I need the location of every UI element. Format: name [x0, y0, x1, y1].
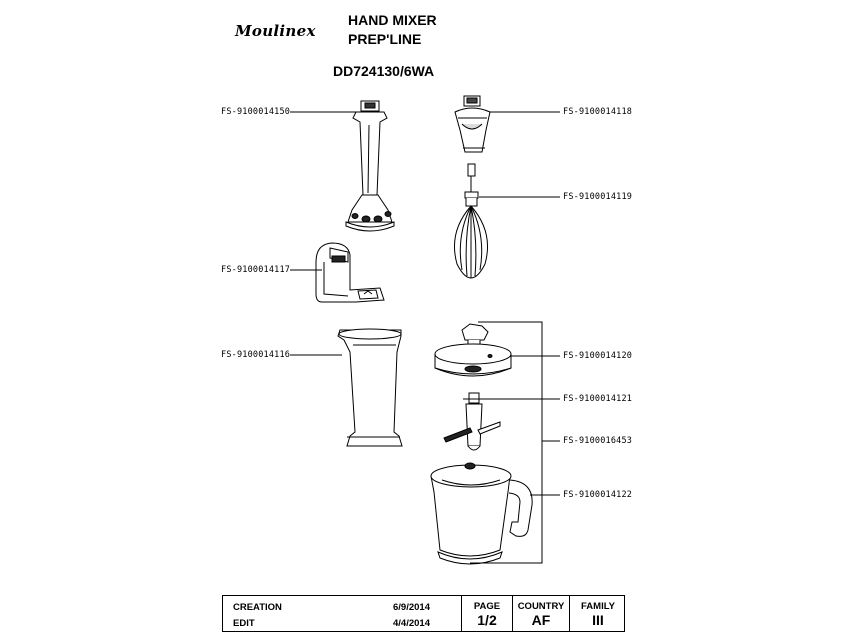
family-cell: [569, 596, 626, 631]
whisk-adapter-drawing[interactable]: [455, 96, 490, 152]
edit-date: 4/4/2014: [393, 618, 430, 629]
blender-foot-drawing[interactable]: [346, 101, 394, 231]
page-label: PAGE: [473, 601, 501, 612]
product-title: HAND MIXER: [348, 12, 437, 28]
part-ref-beaker: FS-9100014116: [221, 350, 291, 360]
page-value: 1/2: [477, 612, 497, 628]
creation-label: CREATION: [233, 602, 282, 613]
chopper-bowl-drawing[interactable]: [431, 463, 532, 564]
country-label: COUNTRY: [517, 601, 565, 612]
part-ref-chopper-bowl: FS-9100014122: [563, 490, 633, 500]
whisk-drawing[interactable]: [454, 164, 487, 278]
chopper-lid-drawing[interactable]: [435, 324, 511, 376]
country-cell: [512, 596, 569, 631]
family-label: FAMILY: [581, 601, 615, 612]
chopper-blade-drawing[interactable]: [444, 393, 500, 450]
part-ref-blender-foot: FS-9100014150: [221, 107, 291, 117]
country-value: AF: [531, 612, 551, 628]
part-ref-chopper-blade: FS-9100014121: [563, 394, 633, 404]
beaker-drawing[interactable]: [338, 329, 402, 446]
document-info-table: [222, 595, 625, 632]
part-ref-whisk-adapter: FS-9100014118: [563, 107, 633, 117]
family-value: III: [592, 612, 604, 628]
wall-holder-drawing[interactable]: [316, 243, 384, 302]
model-number: DD724130/6WA: [333, 63, 435, 79]
part-ref-chopper-set: FS-9100016453: [563, 436, 633, 446]
brand-logo: Moulinex: [235, 22, 316, 40]
edit-label: EDIT: [233, 618, 255, 629]
page-cell: [461, 596, 512, 631]
part-ref-chopper-lid: FS-9100014120: [563, 351, 633, 361]
part-ref-whisk: FS-9100014119: [563, 192, 633, 202]
creation-date: 6/9/2014: [393, 602, 430, 613]
product-subtitle: PREP'LINE: [348, 31, 422, 47]
part-ref-wall-holder: FS-9100014117: [221, 265, 291, 275]
